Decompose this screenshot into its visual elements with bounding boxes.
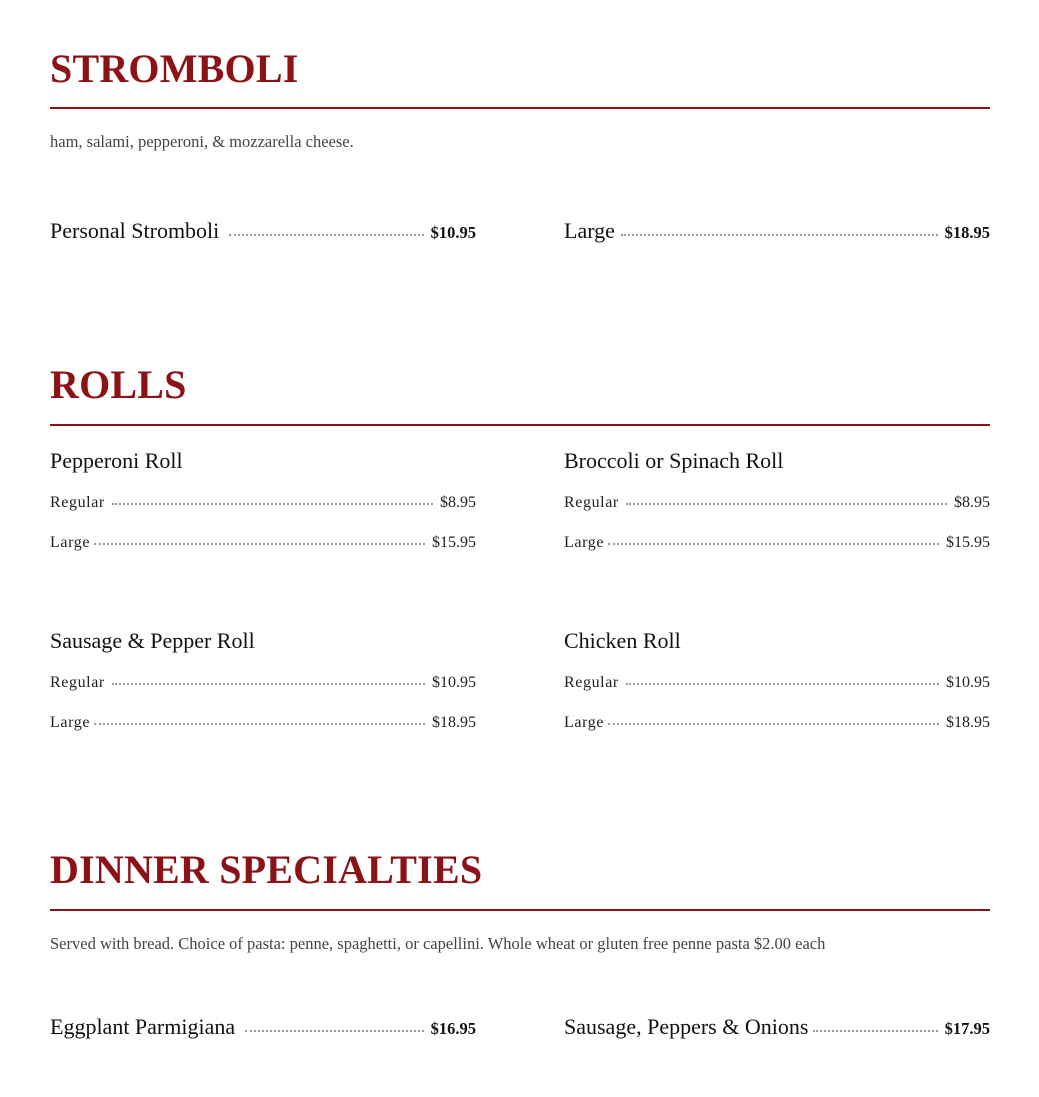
menu-item-price: $18.95 — [944, 223, 990, 242]
menu-item-eggplant-parmigiana — [50, 1014, 476, 1040]
size-row-regular — [564, 674, 990, 692]
size-price: $10.95 — [432, 674, 476, 691]
dot-leader — [112, 503, 433, 505]
size-row-regular — [50, 674, 476, 692]
section-title-stromboli: STROMBOLI — [50, 46, 299, 91]
size-row-large — [50, 534, 476, 552]
dot-leader — [112, 683, 425, 685]
size-price: $15.95 — [432, 534, 476, 551]
dot-leader — [94, 723, 425, 725]
dinner-specialties-section — [50, 846, 990, 1040]
dot-leader — [813, 1030, 937, 1032]
size-label: Regular — [564, 494, 619, 511]
size-label: Regular — [50, 674, 105, 691]
menu-item-name: Sausage, Peppers & Onions — [564, 1014, 809, 1039]
size-row-regular — [50, 494, 476, 512]
section-divider — [50, 424, 990, 426]
size-label: Regular — [564, 674, 619, 691]
dot-leader — [94, 543, 425, 545]
size-label: Large — [564, 534, 605, 551]
roll-name: Broccoli or Spinach Roll — [564, 448, 784, 473]
menu-item-name: Eggplant Parmigiana — [50, 1014, 236, 1039]
size-label: Large — [564, 714, 605, 731]
section-divider — [50, 107, 990, 109]
menu-item-large-stromboli — [564, 218, 990, 244]
section-description-stromboli: ham, salami, pepperoni, & mozzarella cheese. — [50, 132, 354, 151]
roll-name: Sausage & Pepper Roll — [50, 628, 255, 653]
section-title-rolls: ROLLS — [50, 362, 187, 407]
size-row-large — [50, 714, 476, 732]
stromboli-section — [50, 0, 990, 244]
roll-item-broccoli-spinach — [564, 448, 990, 552]
section-title-dinner-specialties: DINNER SPECIALTIES — [50, 847, 483, 892]
menu-item-name: Large — [564, 218, 615, 243]
roll-item-chicken — [564, 628, 990, 732]
section-divider — [50, 909, 990, 911]
dot-leader — [626, 683, 939, 685]
menu-item-price: $10.95 — [430, 223, 476, 242]
roll-name: Chicken Roll — [564, 628, 681, 653]
section-description-dinner: Served with bread. Choice of pasta: penne, spaghetti, or capellini. Whole wheat or gluten free penne pasta $2.00 each — [50, 934, 826, 953]
roll-name: Pepperoni Roll — [50, 448, 183, 473]
menu-item-personal-stromboli — [50, 218, 476, 244]
size-label: Regular — [50, 494, 105, 511]
rolls-section — [50, 361, 990, 732]
menu-page — [50, 0, 990, 1040]
menu-item-price: $16.95 — [430, 1019, 476, 1038]
roll-item-pepperoni — [50, 448, 476, 552]
size-label: Large — [50, 714, 91, 731]
size-price: $8.95 — [954, 494, 990, 511]
dot-leader — [245, 1030, 424, 1032]
size-row-large — [564, 534, 990, 552]
size-price: $18.95 — [432, 714, 476, 731]
size-row-large — [564, 714, 990, 732]
roll-item-sausage-pepper — [50, 628, 476, 732]
dot-leader — [621, 234, 938, 236]
size-row-regular — [564, 494, 990, 512]
size-label: Large — [50, 534, 91, 551]
menu-item-sausage-peppers-onions — [564, 1014, 990, 1040]
size-price: $8.95 — [440, 494, 476, 511]
menu-item-name: Personal Stromboli — [50, 218, 220, 243]
menu-item-price: $17.95 — [944, 1019, 990, 1038]
size-price: $18.95 — [946, 714, 990, 731]
dot-leader — [608, 543, 939, 545]
dot-leader — [626, 503, 947, 505]
size-price: $15.95 — [946, 534, 990, 551]
size-price: $10.95 — [946, 674, 990, 691]
dot-leader — [608, 723, 939, 725]
dot-leader — [229, 234, 423, 236]
